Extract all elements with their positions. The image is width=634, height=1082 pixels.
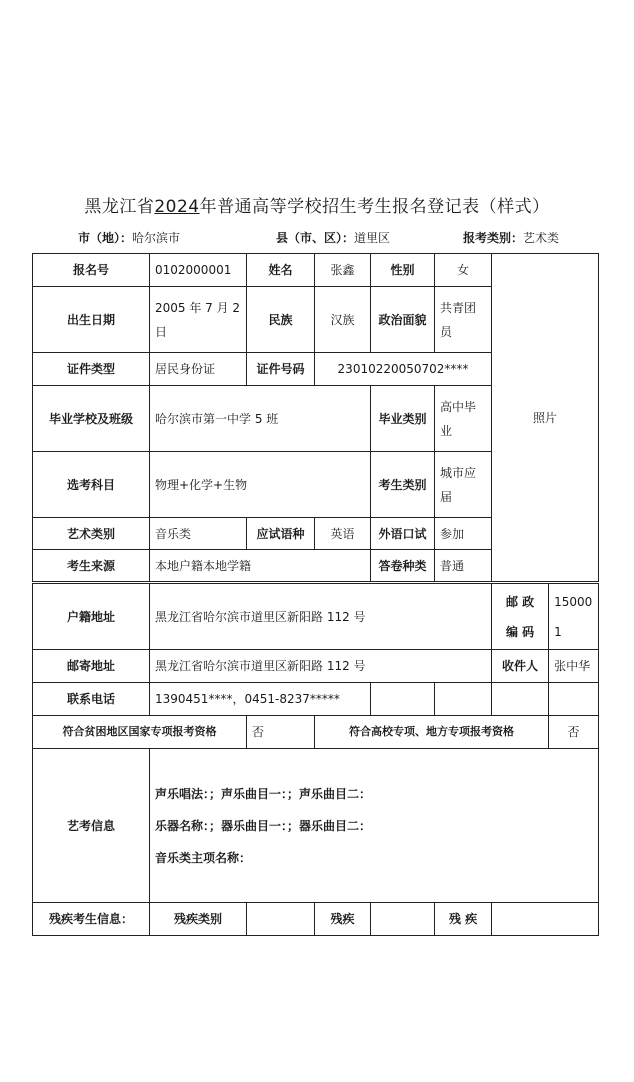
special-label: 符合高校专项、地方专项报考资格 (315, 716, 549, 749)
grad-type-label: 毕业类别 (371, 386, 435, 452)
dob-value: 2005 年 7 月 2 日 (150, 287, 247, 353)
id-type-label: 证件类型 (33, 353, 150, 386)
reg-no-value: 0102000001 (150, 254, 247, 287)
disab-type-value (247, 903, 315, 936)
county-value: 道里区 (354, 231, 391, 245)
ethnicity-value: 汉族 (315, 287, 371, 353)
hukou-label-row: 户籍地址 (33, 584, 150, 650)
dob-label: 出生日期 (33, 287, 150, 353)
special-value: 否 (549, 716, 599, 749)
student-type-value: 城市应届 (435, 452, 492, 518)
postcode-value: 150001 (549, 584, 599, 650)
id-type-value: 居民身份证 (150, 353, 247, 386)
oral-value: 参加 (435, 518, 492, 550)
registration-form-table (32, 253, 599, 582)
oral-label: 外语口试 (371, 518, 435, 550)
art-info-label: 艺考信息 (33, 749, 150, 903)
school-value: 哈尔滨市第一中学 5 班 (150, 386, 371, 452)
recipient-label: 收件人 (492, 650, 549, 683)
photo-box: 照片 (492, 254, 599, 582)
mail-label: 邮寄地址 (33, 650, 150, 683)
recipient-value: 张中华 (549, 650, 599, 683)
table-row (33, 254, 599, 287)
empty-cell (549, 683, 599, 716)
disab-col2-label: 残疾 (315, 903, 371, 936)
disab-col3-label: 残 疾 (435, 903, 492, 936)
category-field: 报考类别：艺术类 (463, 231, 560, 245)
political-value: 共青团员 (435, 287, 492, 353)
id-no-value: 23010220050702**** (315, 353, 492, 386)
source-label: 考生来源 (33, 550, 150, 582)
form-title: 黑龙江省2024年普通高等学校招生考生报名登记表（样式） (84, 197, 550, 217)
reg-no-label: 报名号 (33, 254, 150, 287)
form-year: 2024 (154, 197, 200, 217)
subjects-label: 选考科目 (33, 452, 150, 518)
grad-type-value: 高中毕业 (435, 386, 492, 452)
table-row (33, 683, 599, 716)
poverty-value: 否 (247, 716, 315, 749)
mail-value: 黑龙江省哈尔滨市道里区新阳路 112 号 (150, 650, 492, 683)
postcode-label: 邮 政 编 码 (492, 584, 549, 650)
registration-form-table-lower (32, 583, 599, 936)
paper-value: 普通 (435, 550, 492, 582)
table-row (33, 584, 599, 650)
subjects-value: 物理+化学+生物 (150, 452, 371, 518)
empty-cell (435, 683, 492, 716)
empty-cell (492, 683, 549, 716)
gender-value: 女 (435, 254, 492, 287)
empty-cell (371, 683, 435, 716)
source-value: 本地户籍本地学籍 (150, 550, 371, 582)
hukou-address: 黑龙江省哈尔滨市道里区新阳路 112 号 (150, 584, 492, 650)
disab-col2-value (371, 903, 435, 936)
table-row (33, 903, 599, 936)
city-field: 市（地）：哈尔滨市 (78, 231, 181, 245)
table-row (33, 650, 599, 683)
city-value: 哈尔滨市 (132, 231, 181, 245)
poverty-label: 符合贫困地区国家专项报考资格 (33, 716, 247, 749)
lang-label: 应试语种 (247, 518, 315, 550)
county-field: 县（市、区）：道里区 (276, 231, 391, 245)
table-row (33, 749, 599, 903)
phone-label: 联系电话 (33, 683, 150, 716)
disab-col3-value (492, 903, 599, 936)
lang-value: 英语 (315, 518, 371, 550)
art-info-content (150, 749, 599, 903)
disab-label: 残疾考生信息： (33, 903, 150, 936)
table-row (33, 716, 599, 749)
paper-label: 答卷种类 (371, 550, 435, 582)
disab-type-label: 残疾类别 (150, 903, 247, 936)
art-type-value: 音乐类 (150, 518, 247, 550)
political-label: 政治面貌 (371, 287, 435, 353)
category-value: 艺术类 (523, 231, 560, 245)
phone-value: 1390451****，0451-8237***** (150, 683, 371, 716)
art-type-label: 艺术类别 (33, 518, 150, 550)
student-type-label: 考生类别 (371, 452, 435, 518)
art-info-major: 音乐类主项名称： (155, 850, 252, 865)
id-no-label: 证件号码 (247, 353, 315, 386)
school-label: 毕业学校及班级 (33, 386, 150, 452)
name-label: 姓名 (247, 254, 315, 287)
ethnicity-label: 民族 (247, 287, 315, 353)
name-value: 张鑫 (315, 254, 371, 287)
gender-label: 性别 (371, 254, 435, 287)
art-info-vocal: 声乐唱法：；声乐曲目一：；声乐曲目二： (155, 786, 372, 801)
art-info-instrument: 乐器名称：；器乐曲目一：；器乐曲目二： (155, 818, 372, 833)
